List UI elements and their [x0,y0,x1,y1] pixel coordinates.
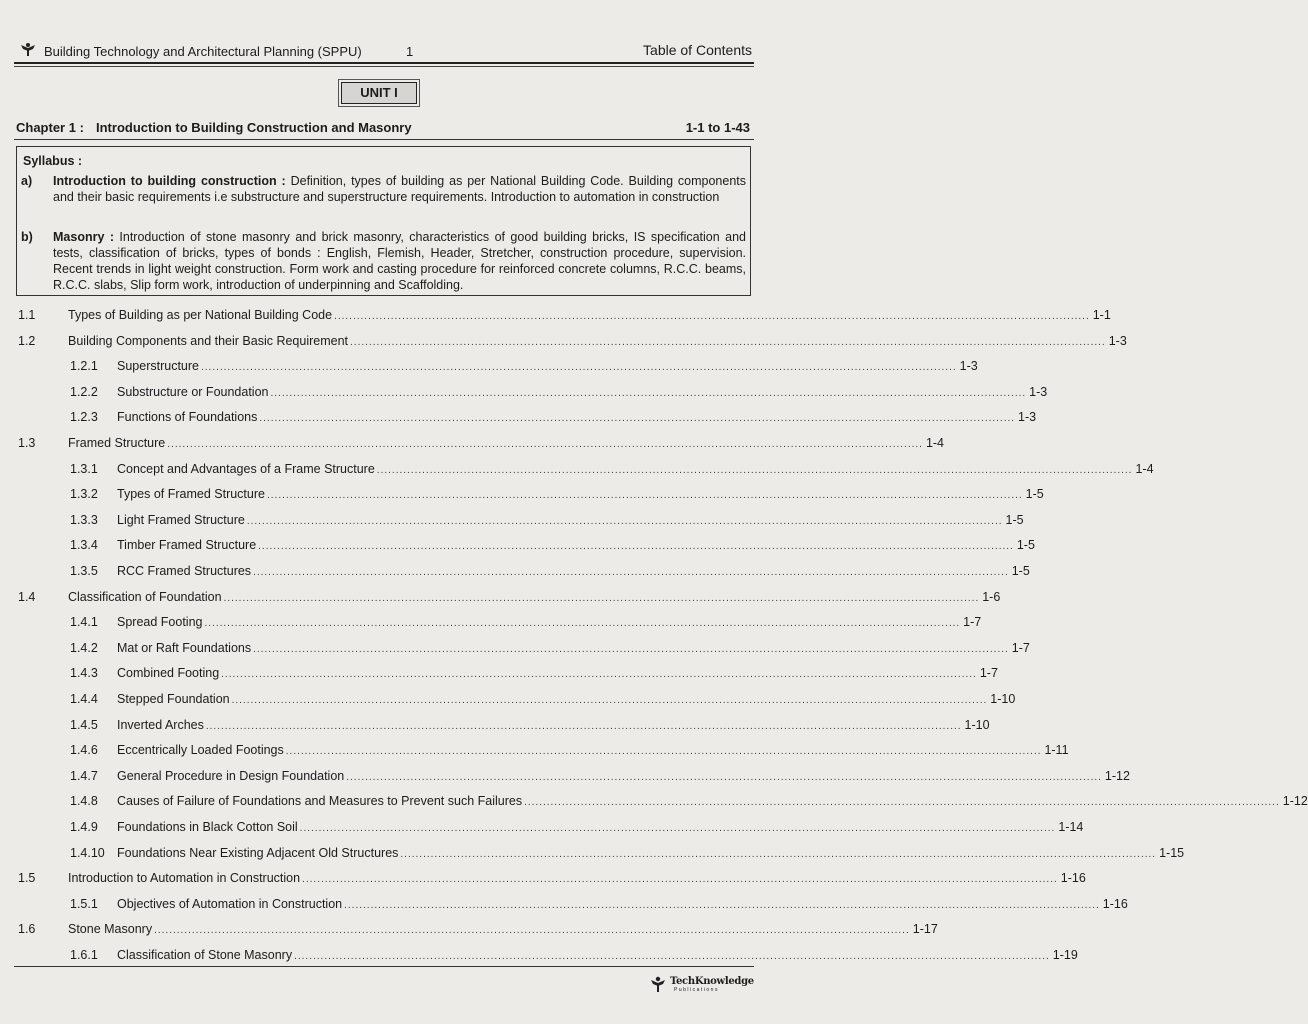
toc-entry-line [68,589,1001,604]
toc-entry-number: 1.2.3 [70,410,98,425]
toc-entry-page: 1-5 [1016,538,1035,553]
toc-entry-page: 1-7 [979,666,998,681]
toc-entry-title: RCC Framed Structures [117,564,252,578]
toc-entry-title: Causes of Failure of Foundations and Measures to Prevent such Failures [117,794,523,809]
toc-entry-number: 1.4.2 [70,640,98,655]
toc-entry-line [117,410,1037,425]
toc-leader-dots: ........................................................................................................................................................................................................ [258,541,1014,553]
toc-entry-page: 1-14 [1058,820,1084,834]
toc-entry-title: Eccentrically Loaded Footings [117,743,284,758]
toc-entry-title: Types of Framed Structure [117,487,265,502]
toc-entry-line [117,692,1016,706]
footer-rule [14,966,754,967]
toc-entry-number: 1.3 [18,436,36,450]
toc-entry-title: Combined Footing [117,666,220,681]
publisher-logo-icon [650,976,666,992]
toc-entry-page: 1-16 [1102,896,1128,911]
toc-entry-title: Framed Structure [68,436,166,450]
toc-entry [14,436,945,454]
toc-entry-title: Inverted Arches [117,717,204,732]
toc-entry-page: 1-7 [963,615,982,630]
toc-entry-number: 1.5.1 [70,896,98,911]
toc-entry-title: Spread Footing [117,615,203,630]
toc-entry-page: 1-1 [1092,308,1111,322]
toc-entry-number: 1.4.9 [70,820,98,834]
toc-leader-dots: ........................................................................................................................................................................................................ [231,695,988,706]
toc-entry-number: 1.6.1 [70,948,98,962]
toc-entry-number: 1.2 [18,333,36,348]
syllabus-item-text [53,229,746,293]
toc-leader-dots: ........................................................................................................................................................................................................ [223,592,980,604]
toc-entry [14,743,1069,761]
syllabus-item-text [53,173,746,205]
toc-entry-line [117,768,1130,783]
toc-entry-title: Light Framed Structure [117,512,245,527]
chapter-heading [16,120,752,138]
toc-entry-number: 1.4.1 [70,615,98,630]
toc-entry-title: Stone Masonry [68,922,153,937]
toc-leader-dots: ........................................................................................................................................................................................................ [253,643,1009,655]
toc-entry-line [68,436,945,450]
toc-entry [14,384,1048,403]
toc-entry [14,512,1024,531]
toc-entry-number: 1.3.2 [70,487,98,502]
toc-entry [14,922,938,940]
toc-entry-title: Concept and Advantages of a Frame Structure [117,461,375,476]
syllabus-item-label: a) [21,174,33,188]
toc-entry-page: 1-7 [1011,640,1030,655]
toc-leader-dots: ........................................................................................................................................................................................................ [205,720,962,732]
publisher-subtitle: Publications [674,987,719,993]
page-number: 1 [406,44,414,59]
book-title: Building Technology and Architectural Planning (SPPU) [44,44,362,59]
page-header [14,40,754,62]
toc-leader-dots: ........................................................................................................................................................................................................ [346,771,1102,783]
toc-entry-page: 1-19 [1052,948,1078,962]
toc-entry [14,845,1185,864]
toc-entry-line [117,845,1185,860]
toc-entry-line [68,333,1127,348]
toc-entry-page: 1-12 [1104,768,1130,783]
toc-entry-title: Classification of Foundation [68,589,222,604]
syllabus-item-label: b) [21,230,33,244]
toc-entry-line [117,564,1030,578]
toc-entry-line [117,896,1128,911]
toc-entry-number: 1.6 [18,922,36,937]
unit-label: UNIT I [341,82,417,104]
toc-entry [14,820,1084,838]
section-title: Table of Contents [643,42,752,58]
toc-entry-number: 1.4.6 [70,743,98,758]
toc-entry [14,333,1127,352]
toc-entry-title: Substructure or Foundation [117,384,269,399]
toc-entry-line [117,359,978,374]
syllabus-heading: Syllabus : [23,154,83,168]
toc-entry-number: 1.1 [18,308,36,322]
toc-entry-number: 1.4 [18,589,36,604]
toc-entry-title: Mat or Raft Foundations [117,640,252,655]
toc-entry-line [68,922,938,937]
toc-entry-title: Timber Framed Structure [117,538,257,553]
toc-entry [14,615,982,633]
toc-entry-page: 1-10 [990,692,1016,706]
toc-entry-page: 1-16 [1060,871,1086,886]
toc-entry-line [117,461,1154,476]
toc-entry [14,359,978,377]
chapter-pages: 1-1 to 1-43 [685,120,750,135]
chapter-rule [14,139,754,140]
chapter-label: Chapter 1 : [16,120,84,135]
toc-leader-dots: ........................................................................................................................................................................................................ [400,848,1157,860]
toc-leader-dots: ........................................................................................................................................................................................................ [270,387,1027,399]
toc-entry-title: Types of Building as per National Building Code [68,308,333,322]
toc-entry [14,564,1030,582]
toc-entry [14,487,1044,505]
syllabus-item [21,173,746,205]
chapter-title: Introduction to Building Construction and Masonry [96,120,412,135]
toc-leader-dots: ........................................................................................................................................................................................................ [253,567,1009,578]
toc-entry-number: 1.3.4 [70,538,98,553]
toc-entry-page: 1-3 [1029,384,1048,399]
toc-entry-line [117,743,1069,758]
toc-entry-line [117,615,982,630]
publisher-logo-icon [20,42,36,56]
toc-entry [14,461,1154,480]
toc-entry-page: 1-12 [1282,794,1308,809]
header-rule-thin [14,66,754,67]
toc-entry [14,768,1130,787]
toc-entry-number: 1.4.5 [70,717,98,732]
toc-entry-page: 1-15 [1159,845,1185,860]
toc-entry-number: 1.5 [18,871,36,886]
toc-entry-page: 1-3 [959,359,978,374]
toc-entry-line [117,666,998,681]
toc-entry-page: 1-5 [1025,487,1044,502]
toc-entry-title: Objectives of Automation in Construction [117,896,343,911]
toc-list [14,296,1308,976]
toc-entry-page: 1-3 [1108,333,1127,348]
toc-entry [14,666,998,684]
toc-leader-dots: ........................................................................................................................................................................................................ [299,823,1056,834]
toc-entry-page: 1-5 [1005,512,1024,527]
toc-entry-number: 1.4.3 [70,666,98,681]
toc-leader-dots: ........................................................................................................................................................................................................ [524,797,1280,809]
toc-entry-line [117,512,1024,527]
toc-entry [14,589,1001,608]
syllabus-item-body: Definition, types of building as per National Building Code. Building components and their basic requirements i.e substructure and superstructure requirements. Introduction to automation in construction [53,174,747,204]
toc-leader-dots: ........................................................................................................................................................................................................ [259,413,1016,425]
toc-leader-dots: ........................................................................................................................................................................................................ [294,951,1050,962]
toc-entry-line [117,948,1078,962]
toc-entry-number: 1.4.10 [70,845,105,860]
toc-leader-dots: ........................................................................................................................................................................................................ [200,362,957,374]
syllabus-item-topic: Masonry : [53,230,114,244]
toc-entry-page: 1-5 [1011,564,1030,578]
toc-entry-number: 1.3.5 [70,564,98,578]
toc-leader-dots: ........................................................................................................................................................................................................ [167,439,923,450]
toc-leader-dots: ........................................................................................................................................................................................................ [266,490,1023,502]
toc-entry [14,410,1037,428]
toc-entry-title: Foundations in Black Cotton Soil [117,820,298,834]
toc-entry-line [68,871,1086,886]
toc-entry [14,692,1016,710]
syllabus-item-body: Introduction of stone masonry and brick masonry, characteristics of good building bricks, IS specification and tests, classification of bricks, types of bonds : English, Flemish, Header, Stretcher, construction procedure, supervision. Recent trends in light weight construction. Form work and casting procedure for reinforced concrete columns, R.C.C. beams, R.C.C. slabs, Slip form work, introduction of underpinning and Scaffolding. [53,230,746,292]
syllabus-item-topic: Introduction to building construction : [53,174,286,188]
toc-entry-title: Building Components and their Basic Requirement [68,333,349,348]
toc-entry-title: Foundations Near Existing Adjacent Old Structures [117,845,399,860]
toc-entry-line [68,308,1111,322]
publisher-name: TechKnowledge [670,976,754,987]
toc-entry-title: Functions of Foundations [117,410,258,425]
toc-entry-page: 1-4 [1135,461,1154,476]
toc-entry [14,948,1078,966]
toc-leader-dots: ........................................................................................................................................................................................................ [246,515,1003,527]
toc-entry-number: 1.4.4 [70,692,98,706]
toc-entry-title: Superstructure [117,359,199,374]
toc-leader-dots: ........................................................................................................................................................................................................ [376,464,1133,476]
toc-entry-line [117,820,1084,834]
toc-leader-dots: ........................................................................................................................................................................................................ [302,874,1058,886]
syllabus-box [16,146,751,296]
toc-entry-line [117,384,1048,399]
toc-entry-title: Classification of Stone Masonry [117,948,293,962]
toc-entry-number: 1.2.2 [70,384,98,399]
toc-entry-line [117,538,1035,553]
toc-entry [14,640,1030,659]
toc-entry [14,896,1128,915]
toc-leader-dots: ........................................................................................................................................................................................................ [344,899,1100,911]
toc-entry-line [117,717,990,732]
toc-entry-number: 1.4.8 [70,794,98,809]
toc-leader-dots: ........................................................................................................................................................................................................ [285,746,1042,758]
toc-entry-page: 1-3 [1018,410,1037,425]
footer-publisher-logo [650,974,754,996]
toc-entry [14,717,990,736]
toc-entry-line [117,794,1308,809]
toc-entry-page: 1-4 [925,436,945,450]
toc-entry-page: 1-11 [1044,743,1069,758]
toc-entry-number: 1.4.7 [70,768,98,783]
toc-entry-title: Stepped Foundation [117,692,230,706]
toc-entry [14,794,1308,812]
toc-leader-dots: ........................................................................................................................................................................................................ [221,669,977,681]
toc-entry-title: General Procedure in Design Foundation [117,768,345,783]
toc-entry-page: 1-17 [912,922,938,937]
toc-entry-number: 1.2.1 [70,359,98,374]
toc-entry [14,308,1111,326]
toc-entry-title: Introduction to Automation in Construction [68,871,301,886]
toc-entry [14,871,1086,889]
toc-leader-dots: ........................................................................................................................................................................................................ [350,336,1106,348]
toc-entry [14,538,1035,556]
toc-entry-number: 1.3.3 [70,512,98,527]
header-rule [14,62,754,64]
toc-leader-dots: ........................................................................................................................................................................................................ [204,618,961,630]
toc-leader-dots: ........................................................................................................................................................................................................ [154,925,910,937]
toc-leader-dots: ........................................................................................................................................................................................................ [334,311,1090,322]
toc-entry-page: 1-10 [964,717,990,732]
syllabus-item [21,229,746,293]
toc-entry-page: 1-6 [982,589,1001,604]
toc-entry-number: 1.3.1 [70,461,98,476]
toc-entry-line [117,487,1044,502]
toc-entry-line [117,640,1030,655]
